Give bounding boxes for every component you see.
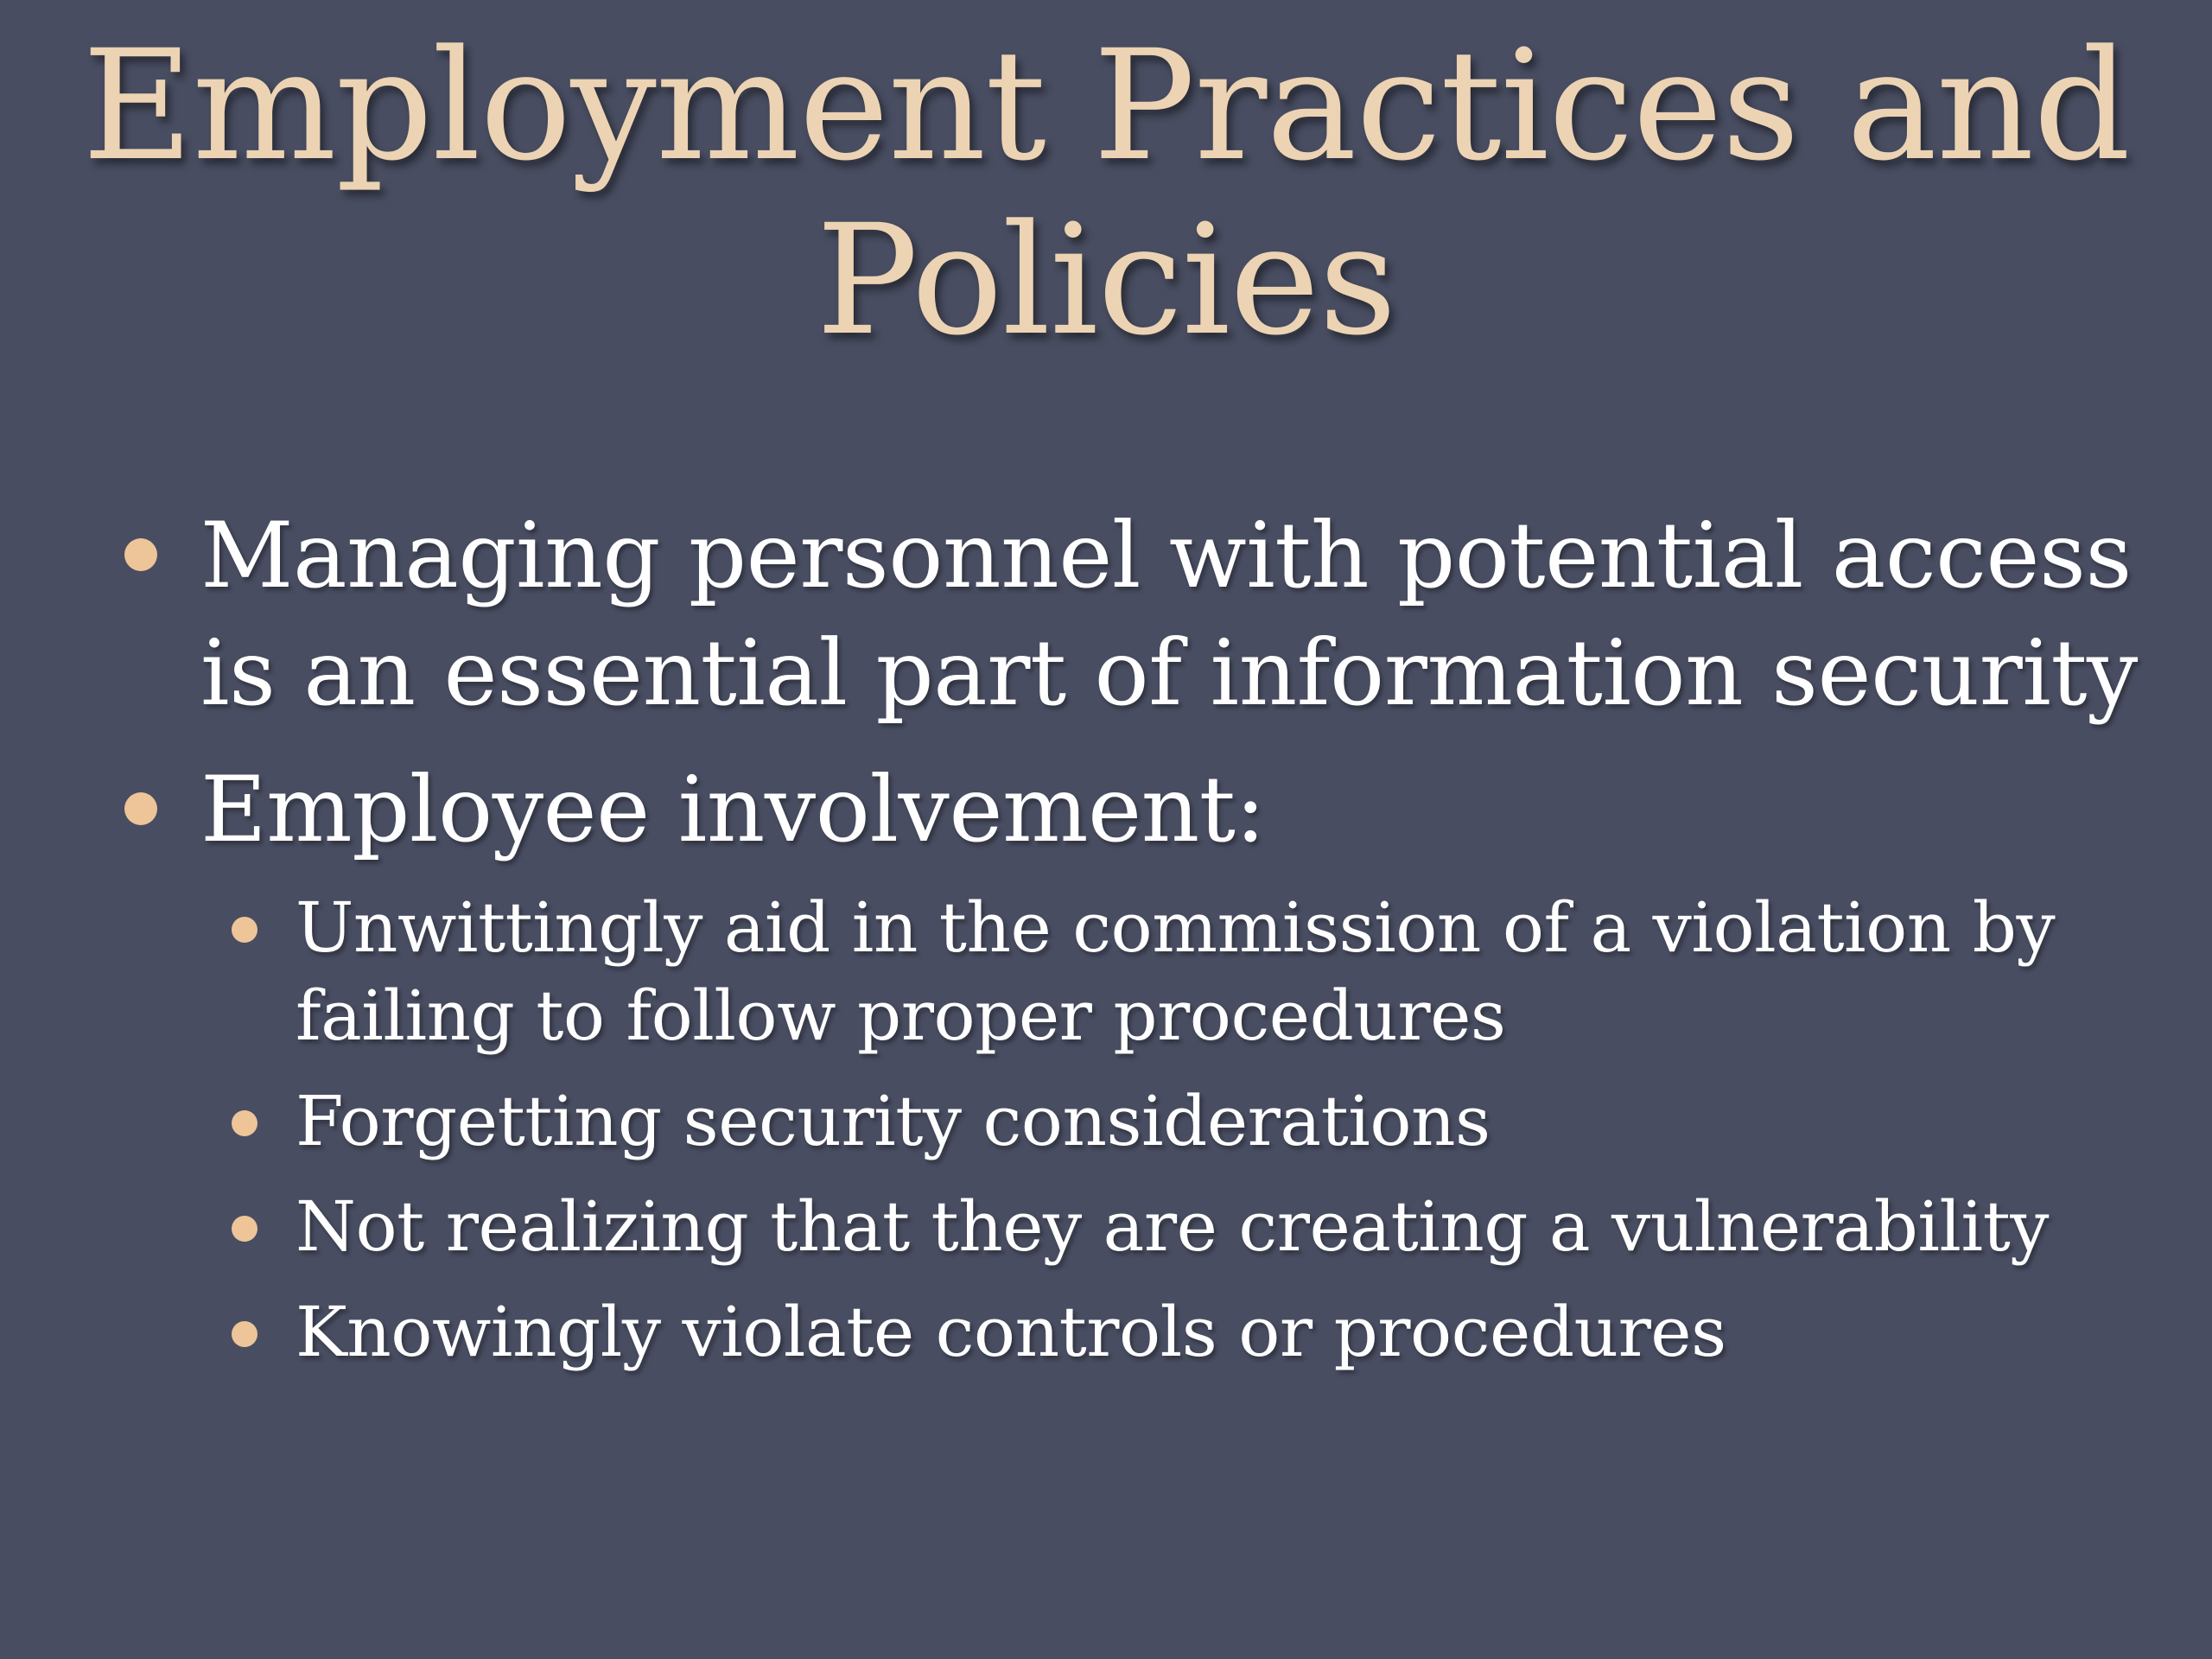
sub-bullet-item-forgetting	[232, 1077, 2108, 1166]
sub-bullet-text	[296, 1288, 2108, 1376]
bullet-item-personnel-access	[121, 497, 2138, 732]
sub-bullet-item-not-realizing	[232, 1183, 2108, 1271]
bullet-text-line: Managing personnel with potential access	[200, 503, 2132, 608]
bullet-text	[200, 751, 2108, 868]
bullet-dot-icon	[124, 538, 157, 571]
sub-bullet-text	[296, 1183, 2108, 1271]
bullet-text-line: is an essential part of information security	[200, 620, 2138, 726]
sub-bullet-text	[296, 1077, 2108, 1166]
sub-bullet-text-line: Forgetting security considerations	[296, 1081, 1491, 1161]
slide-title-line: Policies	[816, 192, 1396, 369]
sub-bullet-dot-icon	[232, 1321, 257, 1347]
sub-bullet-text	[296, 884, 2108, 1060]
sub-bullet-dot-icon	[232, 1110, 257, 1136]
bullet-list	[121, 497, 2138, 1395]
sub-bullet-text-line: failing to follow proper procedures	[296, 976, 1506, 1056]
bullet-dot-icon	[124, 792, 157, 825]
slide-title-line: Employment Practices and	[82, 17, 2130, 194]
bullet-text	[200, 497, 2138, 732]
slide-title	[0, 19, 2212, 368]
sub-bullet-dot-icon	[232, 1216, 257, 1242]
sub-bullet-item-unwittingly-aid	[232, 884, 2108, 1060]
sub-bullet-text-line: Unwittingly aid in the commission of a violation by	[296, 887, 2056, 968]
sub-bullet-text-line: Not realizing that they are creating a vulnerability	[296, 1186, 2049, 1267]
sub-bullet-item-knowingly-violate	[232, 1288, 2108, 1376]
sub-bullet-text-line: Knowingly violate controls or procedures	[296, 1292, 1726, 1372]
bullet-text-line: Employee involvement:	[200, 757, 1266, 862]
sub-bullet-dot-icon	[232, 917, 257, 943]
bullet-item-employee-involvement	[121, 751, 2108, 1376]
sub-bullet-list	[121, 884, 2108, 1376]
